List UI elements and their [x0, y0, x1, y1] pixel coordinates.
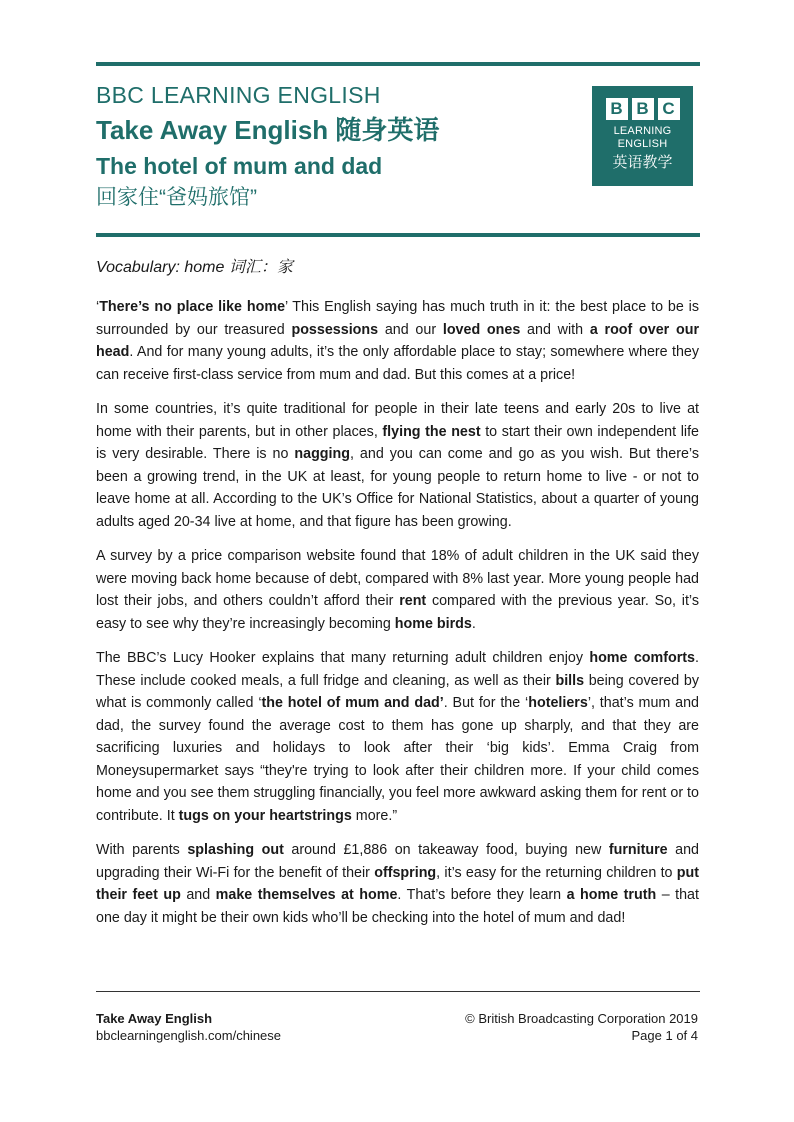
- paragraph-text: and with: [520, 321, 590, 338]
- paragraph-text: compared with the previous year. So, it’s easy to see why they’re increasingly becoming: [96, 593, 699, 632]
- vocab-term: bills: [555, 672, 585, 689]
- paragraph-text: and our: [378, 321, 443, 338]
- vocab-term: furniture: [608, 842, 668, 858]
- paragraph-text: – that one day it might be their own kids who’ll be checking into the hotel of mum and dad!: [96, 887, 699, 926]
- footer-url: bbclearningenglish.com/chinese: [96, 1028, 282, 1043]
- vocab-term: rent: [399, 593, 427, 609]
- article-paragraph: [96, 647, 699, 827]
- footer-left: [96, 1010, 281, 1044]
- paragraph-text: In some countries, it’s quite traditional for people in their late teens and early 20s to live at home with their parents, but in other places,: [96, 401, 699, 440]
- vocab-term: home comforts: [589, 650, 696, 666]
- logo-english: ENGLISH: [617, 138, 668, 150]
- paragraph-text: .: [471, 615, 476, 632]
- paragraph-text: With parents: [96, 842, 188, 858]
- vocab-term: loved ones: [442, 321, 521, 338]
- logo-learning: LEARNING: [613, 125, 672, 137]
- vocab-term: tugs on your heartstrings: [178, 807, 352, 824]
- logo-block-c: C: [658, 98, 680, 120]
- paragraph-text: around £1,886 on takeaway food, buying new: [283, 842, 609, 858]
- footer-page-number: Page 1 of 4: [631, 1028, 698, 1043]
- vocabulary-label: Vocabulary: home 词汇：家: [96, 259, 293, 276]
- bbc-blocks: [592, 98, 693, 120]
- logo-chinese: 英语教学: [612, 154, 673, 171]
- header-bottom-rule: [96, 233, 700, 237]
- paragraph-text: . That’s before they learn: [397, 887, 567, 903]
- top-rule: [96, 62, 700, 66]
- footer-right: [465, 1010, 698, 1044]
- logo-block-b1: B: [606, 98, 628, 120]
- article-paragraph: [96, 545, 699, 635]
- vocab-term: splashing out: [187, 842, 284, 858]
- vocab-term: There’s no place like home: [99, 299, 286, 315]
- article-paragraph: [96, 296, 699, 386]
- paragraph-text: . And for many young adults, it’s the only affordable place to stay; somewhere where they can receive first-class service from mum and dad. But this comes at a price!: [96, 344, 699, 383]
- vocab-term: put their feet up: [96, 864, 700, 903]
- paragraph-text: and: [180, 887, 216, 903]
- vocab-term: possessions: [291, 321, 379, 338]
- vocab-term: hoteliers: [528, 695, 588, 711]
- footer-copyright: © British Broadcasting Corporation 2019: [465, 1011, 698, 1026]
- paragraph-text: ’, that’s mum and dad, the survey found the average cost to them has gone up sharply, and that they are sacrificing luxuries and holidays to look after their ‘big kids’. Emma Craig from Moneysupermarket says “they're trying to look after their children more. If your child comes home and you see them struggling financially, you feel more awkward asking them for rent or to contribute. It: [96, 695, 700, 824]
- article-paragraph: [96, 839, 699, 929]
- article-body: [96, 296, 699, 941]
- paragraph-text: . These include cooked meals, a full fridge and cleaning, as well as their: [96, 650, 699, 689]
- paragraph-text: ’ This English saying has much truth in it: the best place to be is surrounded by our treasured: [96, 299, 700, 338]
- series-title: Take Away English 随身英语: [96, 115, 440, 145]
- paragraph-text: more.”: [351, 807, 398, 824]
- paragraph-text: The BBC’s Lucy Hooker explains that many returning adult children enjoy: [96, 650, 590, 666]
- paragraph-text: , it’s easy for the returning children to: [436, 864, 677, 881]
- bbc-learning-english-logo: [592, 86, 693, 186]
- paragraph-text: being covered by what is commonly called ‘: [96, 672, 699, 711]
- document-header: [96, 80, 576, 213]
- vocab-term: offspring: [374, 864, 437, 881]
- footer-rule: [96, 991, 700, 992]
- org-name: BBC LEARNING ENGLISH: [96, 82, 381, 108]
- article-paragraph: [96, 398, 699, 533]
- paragraph-text: ‘: [96, 299, 100, 315]
- paragraph-text: , and you can come and go as you wish. But there’s been a growing trend, in the UK at least, for young people to return home to live - or not to leave home at all. According to the UK’s Office for National Statistics, about a quarter of young adults aged 20-34 live at home, and that figure has been growing.: [96, 446, 699, 530]
- vocab-term: nagging: [294, 446, 350, 462]
- vocab-term: the hotel of mum and dad’: [261, 695, 444, 711]
- paragraph-text: A survey by a price comparison website found that 18% of adult children in the UK said they were moving back home because of debt, compared with 8% last year. More young people had lost their jobs, and others couldn’t afford their: [96, 548, 699, 609]
- episode-title-chinese: 回家住“爸妈旅馆”: [96, 186, 257, 209]
- footer-title: Take Away English: [96, 1011, 213, 1026]
- logo-block-b2: B: [632, 98, 654, 120]
- paragraph-text: to start their own independent life is very desirable. There is no: [96, 423, 699, 462]
- vocab-term: make themselves at home: [215, 887, 398, 903]
- paragraph-text: and upgrading their Wi-Fi for the benefit of their: [96, 842, 699, 881]
- vocab-term: home birds: [394, 615, 472, 632]
- vocab-term: a home truth: [566, 887, 657, 903]
- vocab-term: a roof over our head: [96, 321, 700, 360]
- episode-title: The hotel of mum and dad: [96, 153, 383, 179]
- paragraph-text: . But for the ‘: [443, 695, 529, 711]
- vocab-term: flying the nest: [382, 423, 481, 440]
